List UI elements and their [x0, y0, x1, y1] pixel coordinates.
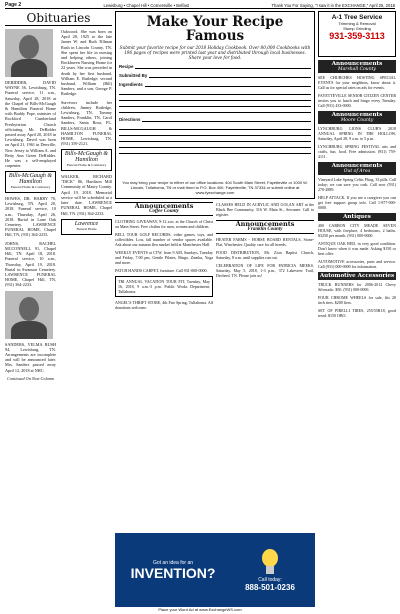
- submitted-by-field[interactable]: [119, 73, 311, 78]
- tree-ad-line: Trimming & Removal: [338, 21, 376, 26]
- section-subtitle: Out of Area: [343, 169, 371, 174]
- listing: PATCH HANDS CARPET, furniture. Call 931-000-0000.: [115, 268, 208, 273]
- invention-ad[interactable]: [115, 533, 315, 607]
- obit-entry: Oakwood. She was born on April 28, 1925 to the late James W. and Ruth Tillman Rush in Lincoln County, TN. She spent her life in nursing and helping others, joining Bockhaven Nursing Home for 22 years. She was preceded in death by her first husband, William E. Rutledge; second husband, William (Bill) Sanders; and a son, George P. Rutledge.: [61, 29, 112, 97]
- section-subtitle: Moore County: [340, 118, 374, 123]
- obit-entry: WALKER, RICHARD "DICK" 86, Hardison Mill Community of Maury County. April 19, 2018. Memorial service will be scheduled at a later date. LAWRENCE FUNERAL HOME, Chapel Hill, TN. (931) 364-2233.: [61, 174, 112, 216]
- listing: 400 CARBON CITY MEADE SEVEN HOUSE, with fireplace, 4 bedrooms, 2 baths. $3250 per month. (931) 000-0000.: [318, 223, 396, 238]
- listing: LYNCHBURG LIONS CLUB'S 2018 ANNUAL SPRING IN THE HOLLOW, Saturday, April 28, 9 a.m. to 5 p.m.: [318, 126, 396, 141]
- logo-name: Lawrence: [74, 220, 99, 227]
- tree-service-ad: [318, 11, 396, 57]
- section-header: [216, 220, 314, 234]
- logo-name: Bills-McGaugh & Hamilton: [8, 173, 53, 185]
- obit-photo-deridder: [5, 29, 53, 77]
- listing: SEE CHURCHES HOSTING SPECIAL EVENTS for your neighbors, know about it. Call us for special rates on ads for events.: [318, 75, 396, 90]
- obit-entry: HOWES, DR. HARRY 70, Lewisburg, TN. April 20, 2018. Funeral service, 10 a.m., Thursday, April 26, 2018. Burial in Lone Oak Cemetery. LAWRENCE FUNERAL HOME, Chapel Hill, TN, (931) 364-2233.: [5, 196, 56, 238]
- listing: AUTOMOTIVE accessories, parts and service. Call (931) 000-0000 for information.: [318, 259, 396, 269]
- obit-column-left: [5, 29, 56, 384]
- obit-entry: Survivors include her children, Jimmy Rutledge, Lewisburg, TN, Tommy Sanders, Franklin, TN, Carol Sanders, Santa Rosa, FL. BILLS-MCGAUGH & HAMILTON FUNERAL HOME, Lewisburg, TN. (931) 359-2121.: [61, 99, 112, 147]
- invention-call: Call today:: [258, 576, 282, 583]
- main-content: [115, 11, 315, 607]
- invention-right: [228, 549, 312, 592]
- funeral-home-logo-2: [61, 219, 112, 235]
- listing-boxed: TRI ANNUAL VACATION TOUR FIT, Tuesday, May 16, 2018, 9 a.m.-3 p.m. Public Works Department, Tullahoma.: [115, 276, 213, 297]
- invention-phone[interactable]: 888-501-0236: [245, 582, 295, 592]
- lightbulb-icon: [260, 549, 280, 575]
- directions-field[interactable]: [119, 117, 311, 122]
- ingredients-lines[interactable]: [119, 89, 311, 113]
- field-label: Directions: [119, 117, 141, 122]
- recipe-footer: You may bring your recipe to either of our office locations: 404 South Main Street, Fayetteville or 1000 W. Lincoln, Tullahoma, TN or mail them to P.O. Box 400, Fayetteville, TN 37334 or submit online at www.fyexchange.com: [122, 180, 308, 195]
- logo-sub: Funeral Home & Crematory: [10, 184, 51, 189]
- section-title: Automotive Accessories: [319, 273, 395, 279]
- tree-ad-title: A-1 Tree Service: [331, 14, 383, 21]
- section-header: [318, 60, 396, 73]
- section-title: Announcements: [331, 61, 383, 67]
- listing: ANTIQUE OAK BED, in very good condition. Don't know when it was made. Asking $150 or best offer.: [318, 241, 396, 256]
- listing: SET OF PIRELLI TIRES, 255/55R18, good tread. $150 OBO.: [318, 308, 396, 318]
- listing: Vineyard Lake Spring Celtic Fling, 33 pills. Call today; we can save you cash. Call now (931) 270-2889.: [318, 177, 396, 192]
- funeral-home-logo: [61, 149, 112, 171]
- listing: CELEBRATION OF LIFE FOR PATRICIA MEEKS, Saturday, May 5, 2018, 1-3 p.m., 372 Lakeview Trail, Decherd, TN. Please join us!: [216, 263, 314, 278]
- obit-entry: SANDERS, VELMA RUSH 94, Lewisburg, TN. Arrangements are incomplete and will be announced later. Mrs. Sanders passed away April 12, 2018 at NHC.: [5, 341, 56, 373]
- invention-headline: INVENTION?: [130, 564, 216, 581]
- listing: FOOD DISTRIBUTION, Mt. Zion Baptist Church, Saturday, 8 a.m. until supplies run out.: [216, 250, 314, 260]
- listing: BELL TOUR GOLF RECORDS, video games, toys, and collectibles. Low, fall number of vendor spaces available. Ask about our autumn flea market held at Manchester Hall.: [115, 232, 213, 247]
- section-title: Announcements: [235, 220, 295, 228]
- paper-towns: Lewisburg • Chapel Hill • Cornersville • Belfast: [103, 2, 190, 8]
- listing: ANGEL'S THRIFT STORE, 4th Fair Spring, Tullahoma. All donations welcome.: [115, 300, 213, 310]
- right-column: [318, 11, 396, 607]
- obit-column-right: [61, 29, 112, 238]
- logo-sub: Funeral Home & Crematory: [66, 162, 107, 167]
- listing: HELP ATTACK. If you are a caregiver you can get free support group info. Call 1-877-000-0000.: [318, 195, 396, 210]
- obituaries-title: Obituaries: [5, 11, 112, 26]
- section-subtitle: Marshall County: [338, 67, 376, 72]
- obit-photo-sanders: [5, 291, 53, 339]
- section-header: [318, 162, 396, 175]
- listing: CLASSES HELD IN ACRYLIC AND GOLAN ART at the Black Bee Community, 316 W. Main St., Sewanee. Call to register.: [216, 202, 314, 217]
- listing: WEEKLY EVENTS at CTW, from 9 AM, Sundays, Tuesday and Friday, 7:00 pm, Gentle Pilates, Bingo, Zumba, Yoga and more.: [115, 250, 213, 265]
- section-header: [318, 111, 396, 124]
- announcements-col-mid: [216, 202, 314, 313]
- announcements-col-left: [115, 202, 213, 313]
- tagline: Thank You For Saying, "I saw it in the EXCHANGE," April 25, 2018: [271, 2, 395, 8]
- section-header: [318, 213, 396, 221]
- recipe-title: Make Your Recipe Famous: [146, 14, 284, 44]
- listing: CLOTHING GIVEAWAY, 9-12 a.m. at the Church of Christ on Main Street. Free clothes for men, women and children.: [115, 219, 213, 229]
- logo-name: Bills-McGaugh & Hamilton: [64, 151, 109, 163]
- obituaries-section: [5, 11, 112, 607]
- listing: LYNCHBURG SPRING FESTIVAL arts and crafts, fun, food. Free admission. (931) 759-4111.: [318, 144, 396, 159]
- listing: FOUR CHROME WHEELS for sale, fits 20 inch tires. $200 firm.: [318, 295, 396, 305]
- recipe-submission-form: [115, 11, 315, 199]
- section-title: Antiques: [343, 214, 371, 220]
- section-title: Announcements: [331, 163, 383, 169]
- field-label: Ingredients: [119, 82, 143, 87]
- tree-ad-line: Stump Grinding: [343, 26, 371, 31]
- page-footer: Place your Word Ad at www.ExchangeWS.com: [158, 607, 242, 612]
- section-subtitle: Coffee County: [149, 209, 179, 214]
- invention-left: [118, 560, 228, 581]
- obit-entry: JOHNS, RACHEL MCCONNELL 91, Chapel Hill, TN. April 18, 2018. Funeral service, 10 a.m., Thursday, April 19, 2018. Burial in Swanson Cemetery. LAWRENCE FUNERAL HOME, Chapel Hill, TN, (931) 364-2233.: [5, 240, 56, 288]
- listing: HEATER FARMS - HORSE BOARD RENTALS, Stone-Flat, Winchester. Quality care for all breeds.: [216, 237, 314, 247]
- section-subtitle: Franklin County: [247, 227, 283, 232]
- announcement-columns: [115, 202, 315, 313]
- field-label: Recipe: [119, 64, 134, 69]
- listing: FAYETTEVILLE SENIOR CITIZEN CENTER invites you to lunch and bingo every Tuesday. Call (931) 433-0000.: [318, 93, 396, 108]
- section-header: [115, 202, 213, 216]
- invention-question: Got an idea for an: [152, 559, 194, 566]
- listing: TRUCK RUNNERS for 2006-2012 Chevy Silverado. $50. (931) 000-0000.: [318, 282, 396, 292]
- directions-lines[interactable]: [119, 124, 311, 154]
- logo-sub: Funeral Home: [76, 226, 97, 231]
- tree-ad-phone[interactable]: 931-359-3113: [329, 31, 385, 41]
- section-title: Announcements: [331, 112, 383, 118]
- page-header: [5, 2, 395, 9]
- section-title: Announcements: [134, 202, 194, 210]
- funeral-home-logo: [5, 171, 56, 193]
- recipe-intro: Submit your favorite recipe for our 2018 Holiday Cookbook. Over 80,000 Cookbooks with 196 pages of recipes were printed last year and distributed through local businesses. Share your love for food.: [119, 45, 311, 60]
- recipe-name-field[interactable]: [119, 64, 311, 69]
- section-header: [318, 272, 396, 280]
- continued-note: Continued On Next Column: [7, 375, 54, 381]
- obit-entry: DERIDDER, DAVID WAYNE 56, Lewisburg, TN. Funeral service, 11 a.m., Saturday, April 28, 2018 at the Chapel of Bills-McGaugh & Hamilton Funeral Home with Buddy Pope, minister of Rockford Cumberland Presbyterian Church officiating. Mr. DeRidder passed away April 20, 2018 in Lewisburg. David was born on April 21, 1961 in Denville, New Jersey to William A. and Betty Ann Green DeRidder. He was a self-employed carpenter.: [5, 80, 56, 169]
- page-number: Page 2: [5, 2, 22, 8]
- ingredients-field[interactable]: [119, 82, 311, 87]
- field-label: Submitted By: [119, 73, 148, 78]
